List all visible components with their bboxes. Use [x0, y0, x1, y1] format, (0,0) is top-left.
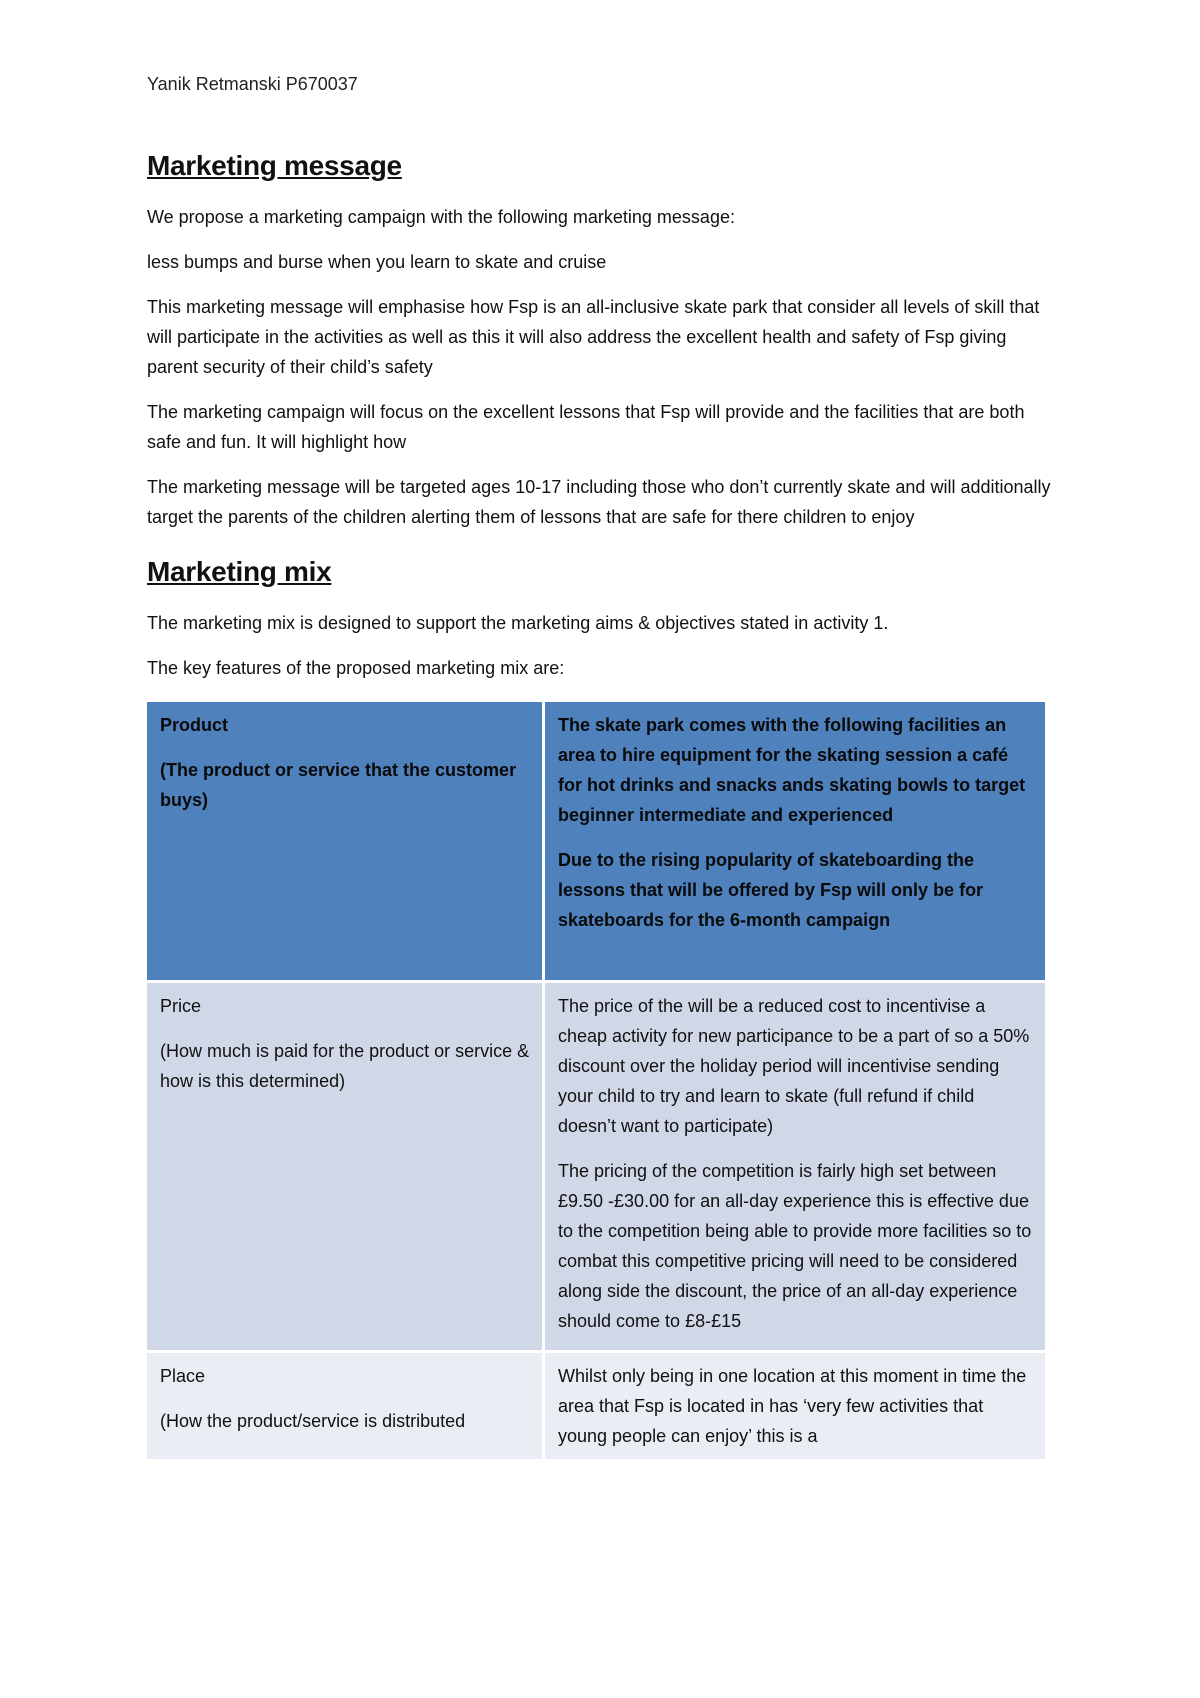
- place-description: (How the product/service is distributed: [160, 1411, 466, 1431]
- price-description: (How much is paid for the product or service & how is this determined): [160, 1041, 530, 1091]
- message-intro: We propose a marketing campaign with the following marketing message:: [147, 207, 735, 227]
- marketing-mix-heading: Marketing mix: [147, 556, 332, 587]
- price-competition: The pricing of the competition is fairly high set between £9.50 -£30.00 for an all-day experience this is effective due to the competition being able to provide more facilities so to combat this competitive pricing will need to be considered along side the discount, the price of an all-day experience should come to £8-£15: [558, 1161, 1032, 1331]
- target-audience: The marketing message will be targeted ages 10-17 including those who don’t currently skate and will additionally target the parents of the children alerting them of lessons that are safe for there children to enjoy: [147, 477, 1051, 527]
- product-label-cell: [147, 702, 542, 980]
- place-location: Whilst only being in one location at this moment in time the area that Fsp is located in has ‘very few activities that young people can enjoy’ this is a: [558, 1366, 1027, 1446]
- table-row-place: [147, 1353, 1045, 1459]
- product-description: (The product or service that the customer buys): [160, 760, 517, 810]
- mix-intro: The marketing mix is designed to support the marketing aims & objectives stated in activity 1.: [147, 613, 889, 633]
- campaign-focus: The marketing campaign will focus on the excellent lessons that Fsp will provide and the facilities that are both safe and fun. It will highlight how: [147, 402, 1025, 452]
- document-body: [147, 150, 1057, 1462]
- price-label-cell: [147, 983, 542, 1350]
- place-label: Place: [160, 1366, 206, 1386]
- mix-key-features: The key features of the proposed marketing mix are:: [147, 658, 565, 678]
- price-discount: The price of the will be a reduced cost to incentivise a cheap activity for new participance to be a part of so a 50% discount over the holiday period will incentivise sending your child to try and learn to skate (full refund if child doesn’t want to participate): [558, 996, 1030, 1136]
- table-row-price: [147, 983, 1045, 1350]
- price-details-cell: [545, 983, 1045, 1350]
- product-lessons: Due to the rising popularity of skateboarding the lessons that will be offered by Fsp will only be for skateboards for the 6-month campaign: [558, 850, 984, 930]
- price-label: Price: [160, 996, 202, 1016]
- message-emphasis: This marketing message will emphasise how Fsp is an all-inclusive skate park that consider all levels of skill that will participate in the activities as well as this it will also address the excellent health and safety of Fsp giving parent security of their child’s safety: [147, 297, 1040, 377]
- product-label: Product: [160, 715, 229, 735]
- marketing-message-heading: Marketing message: [147, 150, 402, 181]
- place-details-cell: [545, 1353, 1045, 1459]
- author-header: Yanik Retmanski P670037: [147, 74, 358, 94]
- place-label-cell: [147, 1353, 542, 1459]
- table-row-product: [147, 702, 1045, 980]
- product-facilities: The skate park comes with the following facilities an area to hire equipment for the skating session a café for hot drinks and snacks ands skating bowls to target beginner intermediate and experienced: [558, 715, 1026, 825]
- product-details-cell: [545, 702, 1045, 980]
- message-slogan: less bumps and burse when you learn to skate and cruise: [147, 252, 607, 272]
- marketing-mix-table: [144, 699, 1048, 1462]
